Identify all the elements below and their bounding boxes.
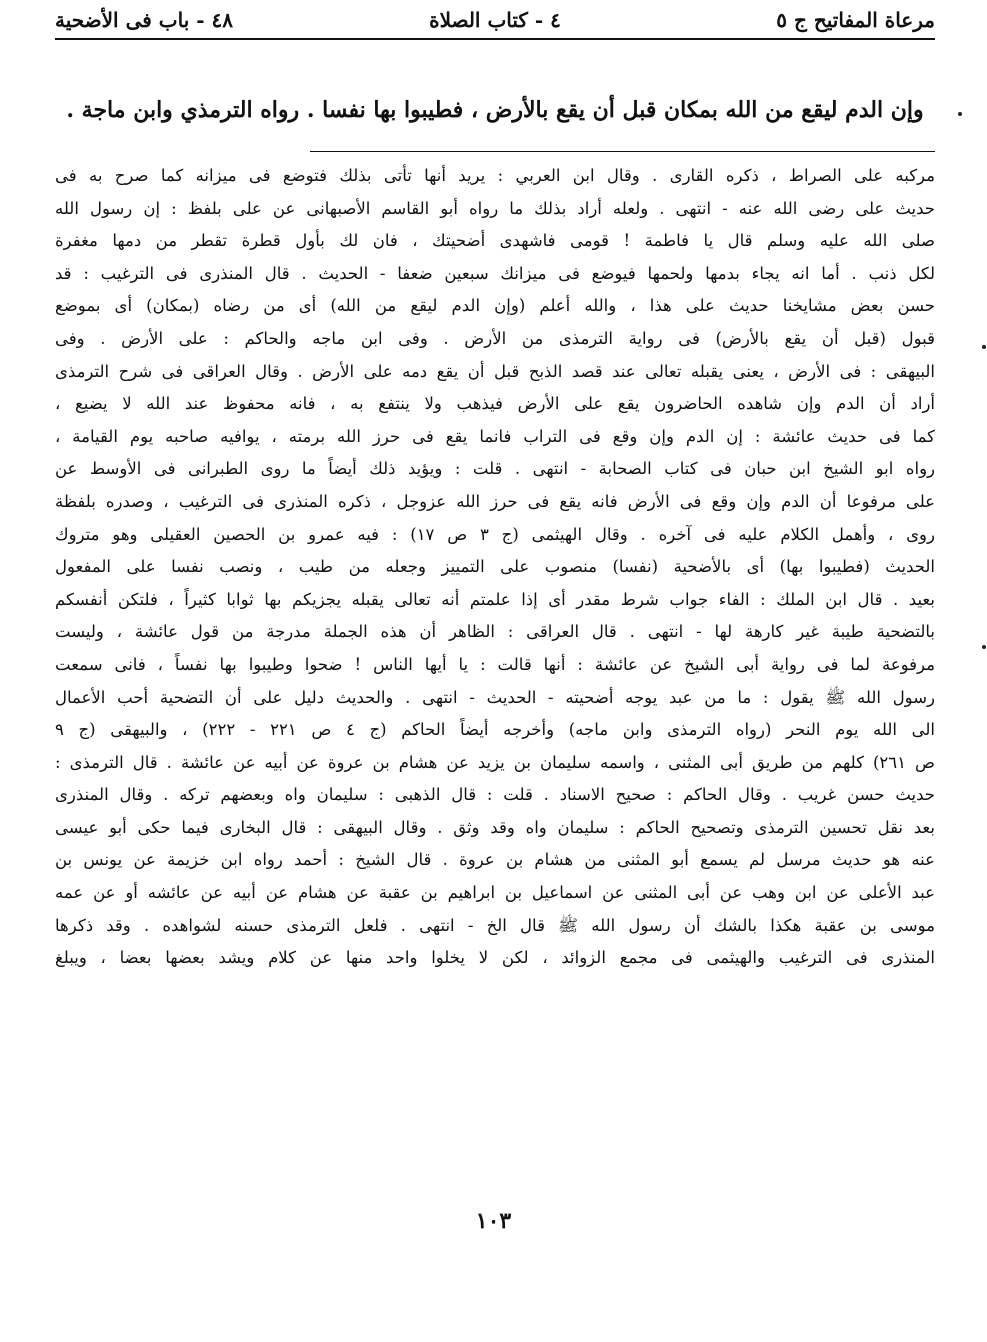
header-section: ٤٨ - باب فى الأضحية [55, 8, 233, 32]
commentary-line: قبول (قبل أن يقع بالأرض) فى رواية الترمذى من الأرض . وفى ابن ماجه والحاكم : على الأرض . وفى [55, 328, 935, 348]
running-header [55, 6, 935, 36]
commentary-line: عنه هو حديث مرسل لم يسمع أبو المثنى من هشام بن عروة . قال الشيخ : أحمد رواه ابن خزيمة عن يونس بن [55, 850, 935, 870]
commentary-line: البيهقى : فى الأرض ، يعنى يقبله تعالى عند قصد الذبح قبل أن يقع دمه على الأرض . وقال العراقى فى شرح الترمذى [55, 361, 935, 381]
commentary-line: حديث على رضى الله عنه - انتهى . ولعله أراد بذلك ما رواه أبو القاسم الأصبهانى عن على بلفظ : إن رسول الله [55, 198, 935, 218]
commentary-line: رواه ابو الشيخ ابن حبان فى كتاب الصحابة - انتهى . قلت : ويؤيد ذلك أيضاً ما روى الطبرانى فى الأوسط عن [55, 459, 935, 479]
commentary-line: على مرفوعا أن الدم وإن وقع فى الأرض فانه يقع فى حرز الله عزوجل ، ذكره المنذرى فى الترغيب ، وصدره بلفظة [55, 491, 935, 511]
commentary-line: الى الله يوم النحر (رواه الترمذى وابن ماجه) وأخرجه أيضاً الحاكم (ج ٤ ص ٢٢١ - ٢٢٢) ، والبيهقى (ج ٩ [55, 720, 935, 740]
commentary-line: عبد الأعلى عن ابن وهب عن أبى المثنى عن اسماعيل بن ابراهيم بن عقبة عن هشام عن أبيه عن عائشه أو عن عمه [55, 883, 935, 903]
commentary-line: حديث حسن غريب . وقال الحاكم : صحيح الاسناد . قلت : قال الذهبى : سليمان واه وبعضهم تركه . وقال المنذرى [55, 785, 935, 805]
commentary-line: موسى بن عقبة هكذا بالشك أن رسول الله ﷺ قال الخ - انتهى . فلعل الترمذى حسنه لشواهده . وقد ذكرها [55, 915, 935, 935]
commentary-line: روى ، وأهمل الكلام عليه فى آخره . وقال الهيثمى (ج ٣ ص ١٧) : فيه عمرو بن الحصين العقيلى وهو متروك [55, 524, 935, 544]
commentary-line: مرفوعة لما فى رواية أبى الشيخ عن عائشة : أنها قالت : يا أيها الناس ! ضحوا وطيبوا بها نفساً ، فانى سمعت [55, 654, 935, 674]
margin-mark [958, 112, 962, 116]
commentary-line: لكل ذنب . أما انه يجاء بدمها ولحمها فيوضع فى ميزانك سبعين ضعفا - الحديث . قال المنذرى فى الترغيب : قد [55, 263, 935, 283]
commentary-line: صلى الله عليه وسلم قال يا فاطمة ! قومى فاشهدى أضحيتك ، فان لك بأول قطرة تقطر من دمها مغفرة [55, 231, 935, 251]
header-rule [55, 38, 935, 40]
margin-mark [982, 645, 986, 649]
commentary-line: بعيد . قال ابن الملك : الفاء جواب شرط مقدر أى إذا علمتم أنه تعالى يقبله يجزيكم بها ثوابا كثيراً ، فلتكن أنفسكم [55, 589, 935, 609]
margin-mark [982, 345, 986, 349]
commentary-block [55, 160, 935, 975]
commentary-line: كما فى حديث عائشة : إن الدم وإن وقع فى التراب فانما يقع فى حرز الله برمته ، يوافيه صاحبه يوم القيامة ، [55, 426, 935, 446]
commentary-line: حسن بعض مشايخنا حديث على هذا ، والله أعلم (وإن الدم ليقع من الله) أى من رضاه (بمكان) أى بموضع [55, 296, 935, 316]
separator-rule [310, 151, 935, 152]
commentary-line: بعد نقل تحسين الترمذى وتصحيح الحاكم : سليمان واه وقد وثق . وقال البيهقى : قال البخارى فيما حكى أبو عيسى [55, 817, 935, 837]
commentary-line: مركبه على الصراط ، ذكره القارى . وقال ابن العربي : يريد أنها تأتى بذلك فتوضع فى ميزانه كما صرح به فى [55, 166, 935, 185]
commentary-line: أراد أن الدم وإن شاهده الحاضرون يقع على الأرض فيذهب ولا ينتفع به ، فانه محفوظ عند الله لا يضيع ، [55, 394, 935, 414]
commentary-line: المنذرى فى الترغيب والهيثمى فى مجمع الزوائد ، لكن لا يخلوا واحد منها عن كلام ويشد بعضها بعضا ، ويبلغ [55, 948, 935, 968]
page-number: ١٠٣ [475, 1208, 512, 1234]
commentary-line: ص ٢٦١) كلهم من طريق أبى المثنى ، واسمه سليمان بن يزيد عن هشام بن عروة عن أبيه عن عائشة . قال الترمذى : [55, 752, 935, 772]
commentary-line: رسول الله ﷺ يقول : ما من عبد يوجه أضحيته - الحديث - انتهى . والحديث دليل على أن التضحية أحب الأعمال [55, 687, 935, 707]
hadith-text: وإن الدم ليقع من الله بمكان قبل أن يقع بالأرض ، فطيبوا بها نفسا . رواه الترمذي وابن ماجة . [66, 97, 924, 123]
commentary-line: الحديث (فطيبوا بها) أى بالأضحية (نفسا) منصوب على التمييز وجعله من طيب ، ونصب نفسا على المفعول [55, 557, 935, 577]
header-chapter: ٤ - كتاب الصلاة [429, 8, 561, 32]
commentary-line: بالتضحية طيبة غير كارهة لها - انتهى . قال العراقى : الظاهر أن هذه الجملة مدرجة من قول عائشة ، وليست [55, 622, 935, 642]
header-book-title: مرعاة المفاتيح ج ٥ [776, 8, 935, 32]
